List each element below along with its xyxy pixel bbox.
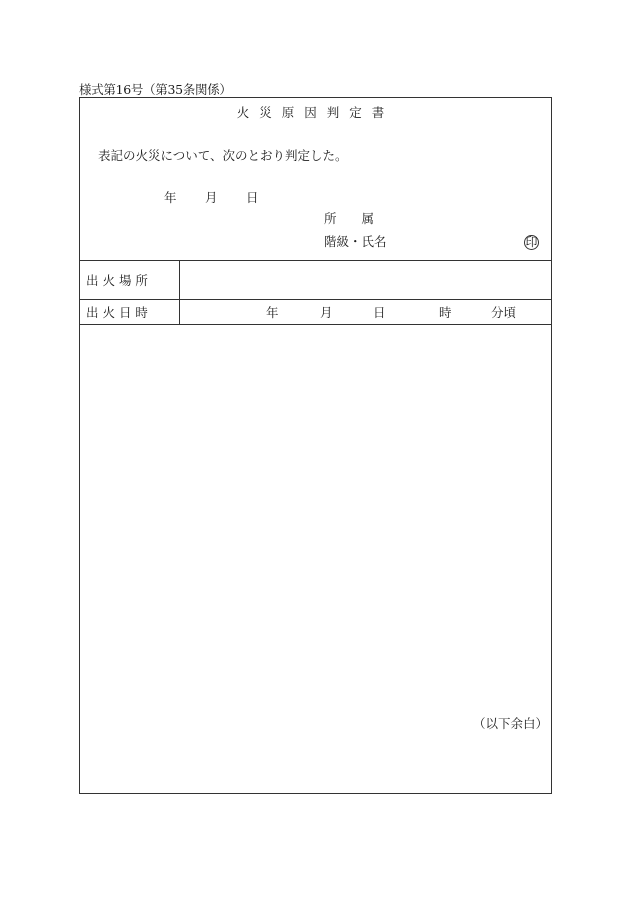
datetime-year-label: 年: [266, 305, 279, 320]
datetime-hour-label: 時: [439, 305, 452, 320]
judgment-statement: 表記の火災について、次のとおり判定した。: [98, 148, 348, 163]
datetime-month-label: 月: [320, 305, 333, 320]
document-frame: [79, 97, 552, 794]
datetime-minute-label: 分頃: [491, 305, 517, 320]
date-day-label: 日: [246, 190, 259, 205]
fire-location-label: 出 火 場 所: [86, 273, 148, 288]
divider: [80, 260, 551, 261]
form-number-label: 様式第16号（第35条関係）: [79, 82, 232, 97]
date-year-label: 年: [164, 190, 177, 205]
fire-datetime-label: 出 火 日 時: [86, 305, 148, 320]
column-divider: [179, 260, 180, 324]
divider: [80, 324, 551, 325]
rank-name-label: 階級・氏名: [324, 234, 387, 249]
remarks-blank-below: （以下余白）: [473, 716, 549, 731]
divider: [80, 299, 551, 300]
date-month-label: 月: [205, 190, 218, 205]
seal-mark: 印: [525, 235, 538, 249]
document-title: 火災原因判定書: [236, 105, 395, 120]
datetime-day-label: 日: [373, 305, 386, 320]
affiliation-label: 所 属: [324, 211, 375, 226]
